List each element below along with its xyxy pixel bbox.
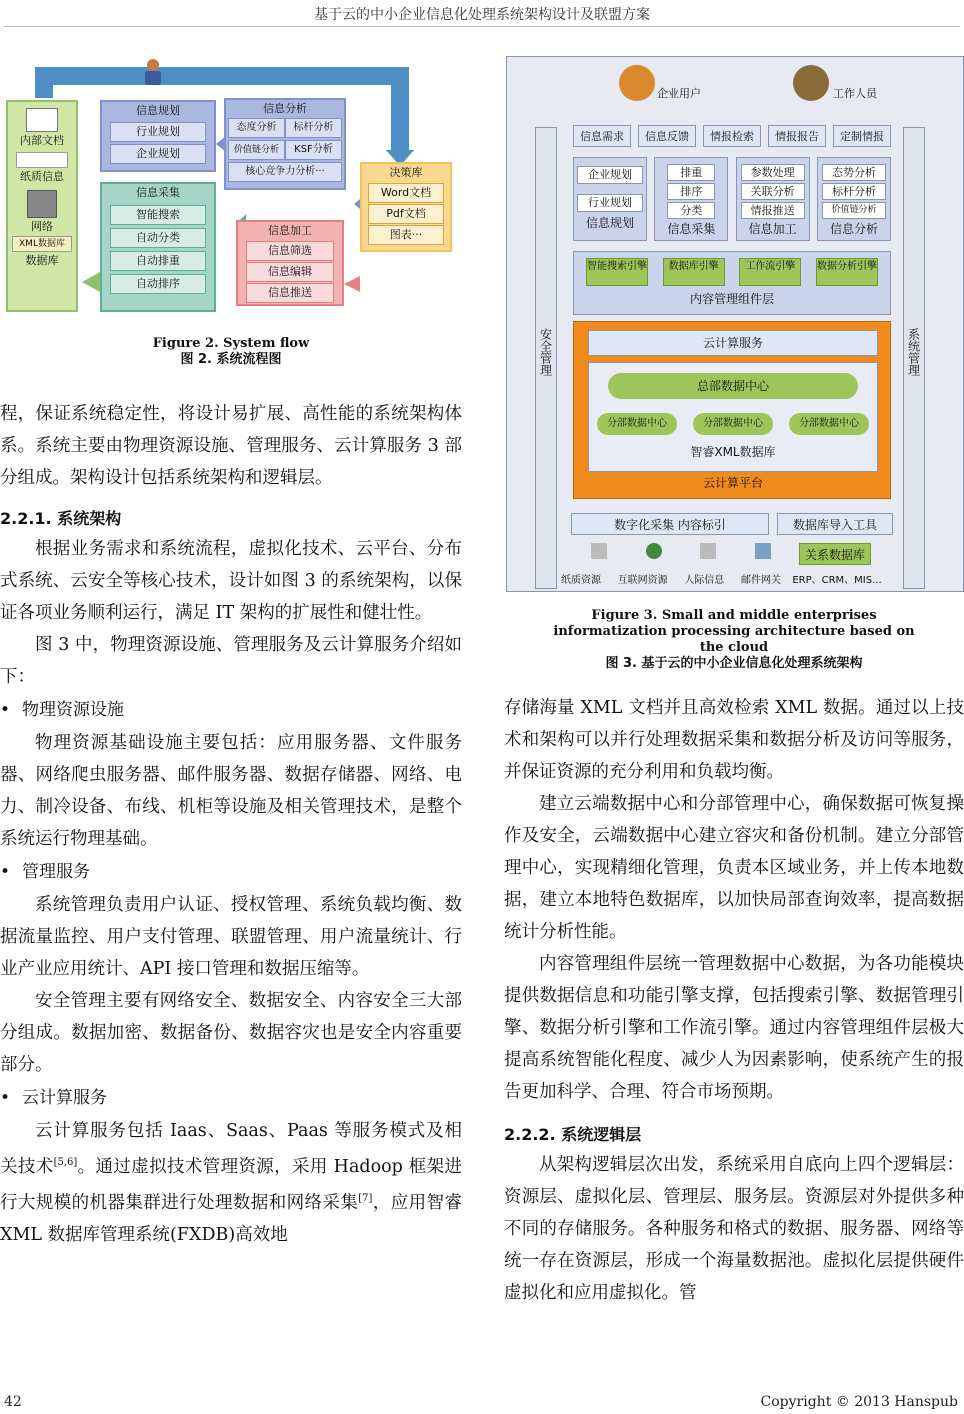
text-run: 。通过虚拟技术管理资源，采用 Hadoop 框架进行大规模的机器集群进行处理数据和网络采集 xyxy=(0,1156,463,1213)
plan-box xyxy=(100,100,216,172)
sysmgmt-pillar xyxy=(903,127,925,589)
source-label: 纸质资源 xyxy=(561,575,601,586)
source-label: 人际信息 xyxy=(684,575,725,586)
process-box xyxy=(236,220,344,306)
figure-2-system-flow xyxy=(4,54,458,324)
collect-item: 自动排序 xyxy=(110,274,206,294)
process-title: 信息加工 xyxy=(268,224,312,237)
cloud-service-bar: 云计算服务 xyxy=(588,330,878,356)
figure-3-caption xyxy=(504,608,964,672)
paragraph: 物理资源基础设施主要包括：应用服务器、文件服务器、网络爬虫服务器、邮件服务器、数据存储器、网络、电力、制冷设备、布线、机柜等设施及相关管理技术，是整个系统运行物理基础。 xyxy=(0,733,462,849)
module-title: 信息采集 xyxy=(667,222,716,236)
module-box xyxy=(817,157,891,241)
source-xml: XML数据库 xyxy=(12,236,72,252)
bullet-dot: • xyxy=(0,862,11,882)
paragraph: 建立云端数据中心和分部管理中心，确保数据可恢复操作及安全，云端数据中心建立容灾和备份机制。建立分部管理中心，实现精细化管理，负责本区域业务，并上传本地数据，建立本地特色数据库，以加快局部查询效率，提高数据统计分析性能。 xyxy=(504,794,964,942)
collect-box xyxy=(100,182,216,312)
paragraph: 系统管理负责用户认证、授权管理、系统负载均衡、数据流量监控、用户支付管理、联盟管理、用户流量统计、行业产业应用统计、API 接口管理和数据压缩等。 xyxy=(0,895,462,979)
security-pillar xyxy=(535,127,557,589)
bullet-item xyxy=(0,857,462,887)
module-item: 参数处理 xyxy=(741,164,805,181)
page-number: 42 xyxy=(4,1394,22,1410)
source-label: 邮件网关 xyxy=(740,575,781,586)
sources-panel xyxy=(6,100,78,312)
analysis-item: 核心竞争力分析··· xyxy=(228,162,342,182)
analysis-item: KSF分析 xyxy=(285,140,342,160)
security-label: 安全管理 xyxy=(538,328,553,376)
document-icon xyxy=(26,108,58,132)
module-item: 价值链分析 xyxy=(822,202,886,219)
modules-row xyxy=(573,157,891,241)
user-label: 工作人员 xyxy=(833,87,877,100)
paper-icon xyxy=(591,543,607,559)
engine-item: 数据分析引擎 xyxy=(816,258,878,286)
people-icon xyxy=(700,543,716,559)
process-item: 信息编辑 xyxy=(246,262,334,282)
source-paper: 纸质信息 xyxy=(20,170,64,183)
bullet-dot: • xyxy=(0,1088,11,1108)
plan-item: 行业规划 xyxy=(110,122,206,142)
section-heading: 2.2.2. 系统逻辑层 xyxy=(504,1125,642,1144)
module-title: 信息分析 xyxy=(829,222,878,236)
plan-item: 企业规划 xyxy=(110,144,206,164)
module-item: 标杆分析 xyxy=(822,183,886,200)
branch-datacenter: 分部数据中心 xyxy=(693,413,773,435)
collect-title: 信息采集 xyxy=(136,186,180,199)
process-item: 信息推送 xyxy=(246,283,334,303)
bullet-label: 云计算服务 xyxy=(22,1088,107,1108)
caption-cn: 图 2. 系统流程图 xyxy=(180,352,282,367)
cloud-platform-label: 云计算平台 xyxy=(702,476,763,490)
module-item: 情报推送 xyxy=(741,202,805,219)
module-item: 企业规划 xyxy=(577,166,643,184)
service-item: 定制情报 xyxy=(833,125,891,147)
citation-ref[interactable]: [5,6] xyxy=(53,1157,78,1168)
decision-item: Word文档 xyxy=(368,183,444,203)
module-item: 分类 xyxy=(667,202,715,219)
branch-datacenter: 分部数据中心 xyxy=(789,413,869,435)
engine-item: 工作流引擎 xyxy=(739,258,801,286)
erp-label: ERP、CRM、MIS... xyxy=(792,575,882,586)
analysis-item: 价值链分析 xyxy=(228,140,285,160)
bullet-label: 管理服务 xyxy=(22,862,90,882)
paragraph: 内容管理组件层统一管理数据中心数据，为各功能模块提供数据信息和功能引擎支撑，包括搜索引擎、数据管理引擎、数据分析引擎和工作流引擎。通过内容管理组件层极大提高系统智能化程度、减少人为因素影响，使系统产生的报告更加科学、合理、符合市场预期。 xyxy=(504,954,964,1102)
enterprise-user-icon xyxy=(619,65,655,101)
service-item: 情报检索 xyxy=(703,125,761,147)
paragraph: 根据业务需求和系统流程，虚拟化技术、云平台、分布式系统、云安全等核心技术，设计如图 3 的系统架构，以保证各项业务顺利运行，满足 IT 架构的扩展性和健壮性。 xyxy=(0,539,462,623)
source-label: 互联网资源 xyxy=(617,575,668,586)
running-header: 基于云的中小企业信息化处理系统架构设计及联盟方案 xyxy=(314,7,650,23)
server-icon xyxy=(27,190,57,218)
figure-2-caption xyxy=(0,336,462,368)
analysis-box xyxy=(224,98,346,190)
digital-collect-bar: 数字化采集 内容标引 xyxy=(571,513,769,535)
branch-datacenter: 分部数据中心 xyxy=(597,413,677,435)
paper-icon xyxy=(16,152,68,168)
service-item: 信息需求 xyxy=(573,125,631,147)
analysis-item: 标杆分析 xyxy=(285,118,342,138)
user-label: 企业用户 xyxy=(657,87,701,100)
decision-box xyxy=(360,162,452,252)
hq-datacenter: 总部数据中心 xyxy=(608,373,858,399)
source-db: 数据库 xyxy=(25,254,59,267)
content-layer xyxy=(573,251,891,315)
bullet-label: 物理资源设施 xyxy=(22,700,124,720)
paragraph: 存储海量 XML 文档并且高效检索 XML 数据。通过以上技术和架构可以并行处理数据采集和数据分析及访问等服务，并保证资源的充分利用和负载均衡。 xyxy=(504,698,964,782)
caption-en: Figure 3. Small and middle enterprises informatization processing architecture based on the cloud xyxy=(553,608,915,655)
content-layer-label: 内容管理组件层 xyxy=(689,292,774,306)
bottom-sources xyxy=(561,571,781,586)
paragraph: 程，保证系统稳定性，将设计易扩展、高性能的系统架构体系。系统主要由物理资源设施、管理服务、云计算服务 3 部分组成。架构设计包括系统架构和逻辑层。 xyxy=(0,404,462,488)
module-box xyxy=(736,157,810,241)
source-doc: 内部文档 xyxy=(20,134,64,147)
analysis-item: 态度分析 xyxy=(228,118,285,138)
engine-item: 数据库引擎 xyxy=(663,258,725,286)
xmldb-label: 智睿XML数据库 xyxy=(690,445,776,459)
left-column xyxy=(0,398,462,1251)
right-column xyxy=(504,692,964,1309)
analysis-title: 信息分析 xyxy=(263,102,307,115)
figure-3-architecture xyxy=(506,56,964,592)
paragraph: 从架构逻辑层次出发，系统采用自底向上四个逻辑层：资源层、虚拟化层、管理层、服务层。资源层对外提供多种不同的存储服务。各种服务和格式的数据、服务器、网络等统一存在资源层，形成一个海量数据池。虚拟化层提供硬件虚拟化和应用虚拟化。管 xyxy=(504,1155,964,1303)
text-run: 云计算服务包括 Iaas、Saas、Paas 等服务模式及相关技术 xyxy=(0,1121,462,1177)
user-icon xyxy=(140,58,166,86)
sysmgmt-label: 系统管理 xyxy=(906,328,921,376)
decision-item: 图表··· xyxy=(368,225,444,245)
relational-db: 关系数据库 xyxy=(799,543,871,565)
citation-ref[interactable]: [7] xyxy=(358,1192,373,1204)
process-item: 信息筛选 xyxy=(246,241,334,261)
xmldb-panel xyxy=(588,362,878,472)
bullet-item xyxy=(0,695,462,725)
module-box xyxy=(654,157,728,241)
globe-icon xyxy=(646,543,662,559)
bullet-item xyxy=(0,1083,462,1113)
collect-item: 自动分类 xyxy=(110,228,206,248)
module-item: 排重 xyxy=(667,164,715,181)
engine-item: 智能搜索引擎 xyxy=(586,258,648,286)
paragraph xyxy=(0,1115,462,1251)
copyright: Copyright © 2013 Hanspub xyxy=(760,1394,958,1410)
module-item: 行业规划 xyxy=(577,194,643,212)
mail-icon xyxy=(755,543,771,559)
service-item: 情报报告 xyxy=(768,125,826,147)
services-row xyxy=(573,125,891,147)
decision-item: Pdf文档 xyxy=(368,204,444,224)
paragraph: 安全管理主要有网络安全、数据安全、内容安全三大部分组成。数据加密、数据备份、数据容灾也是安全内容重要部分。 xyxy=(0,991,462,1075)
staff-user-icon xyxy=(793,65,829,101)
plan-title: 信息规划 xyxy=(136,104,180,117)
module-item: 关联分析 xyxy=(741,183,805,200)
caption-cn: 图 3. 基于云的中小企业信息化处理系统架构 xyxy=(605,656,863,671)
collect-item: 智能搜索 xyxy=(110,205,206,225)
service-item: 信息反馈 xyxy=(638,125,696,147)
text-run: ，应用智睿 XML 数据库管理系统(FXDB)高效地 xyxy=(0,1192,463,1245)
header-rule xyxy=(4,26,960,27)
decision-title: 决策库 xyxy=(389,166,423,179)
module-item: 排序 xyxy=(667,183,715,200)
source-network: 网络 xyxy=(31,220,53,233)
caption-en: Figure 2. System flow xyxy=(152,336,310,351)
module-title: 信息规划 xyxy=(585,216,634,230)
paragraph: 图 3 中，物理资源设施、管理服务及云计算服务介绍如下： xyxy=(0,635,462,687)
collect-item: 自动排重 xyxy=(110,251,206,271)
db-import-bar: 数据库导入工具 xyxy=(777,513,893,535)
cloud-platform xyxy=(573,321,891,499)
module-box xyxy=(573,157,647,241)
module-item: 态势分析 xyxy=(822,164,886,181)
module-title: 信息加工 xyxy=(748,222,797,236)
bottom-icons xyxy=(591,543,771,559)
bullet-dot: • xyxy=(0,700,11,720)
section-heading: 2.2.1. 系统架构 xyxy=(0,509,122,528)
